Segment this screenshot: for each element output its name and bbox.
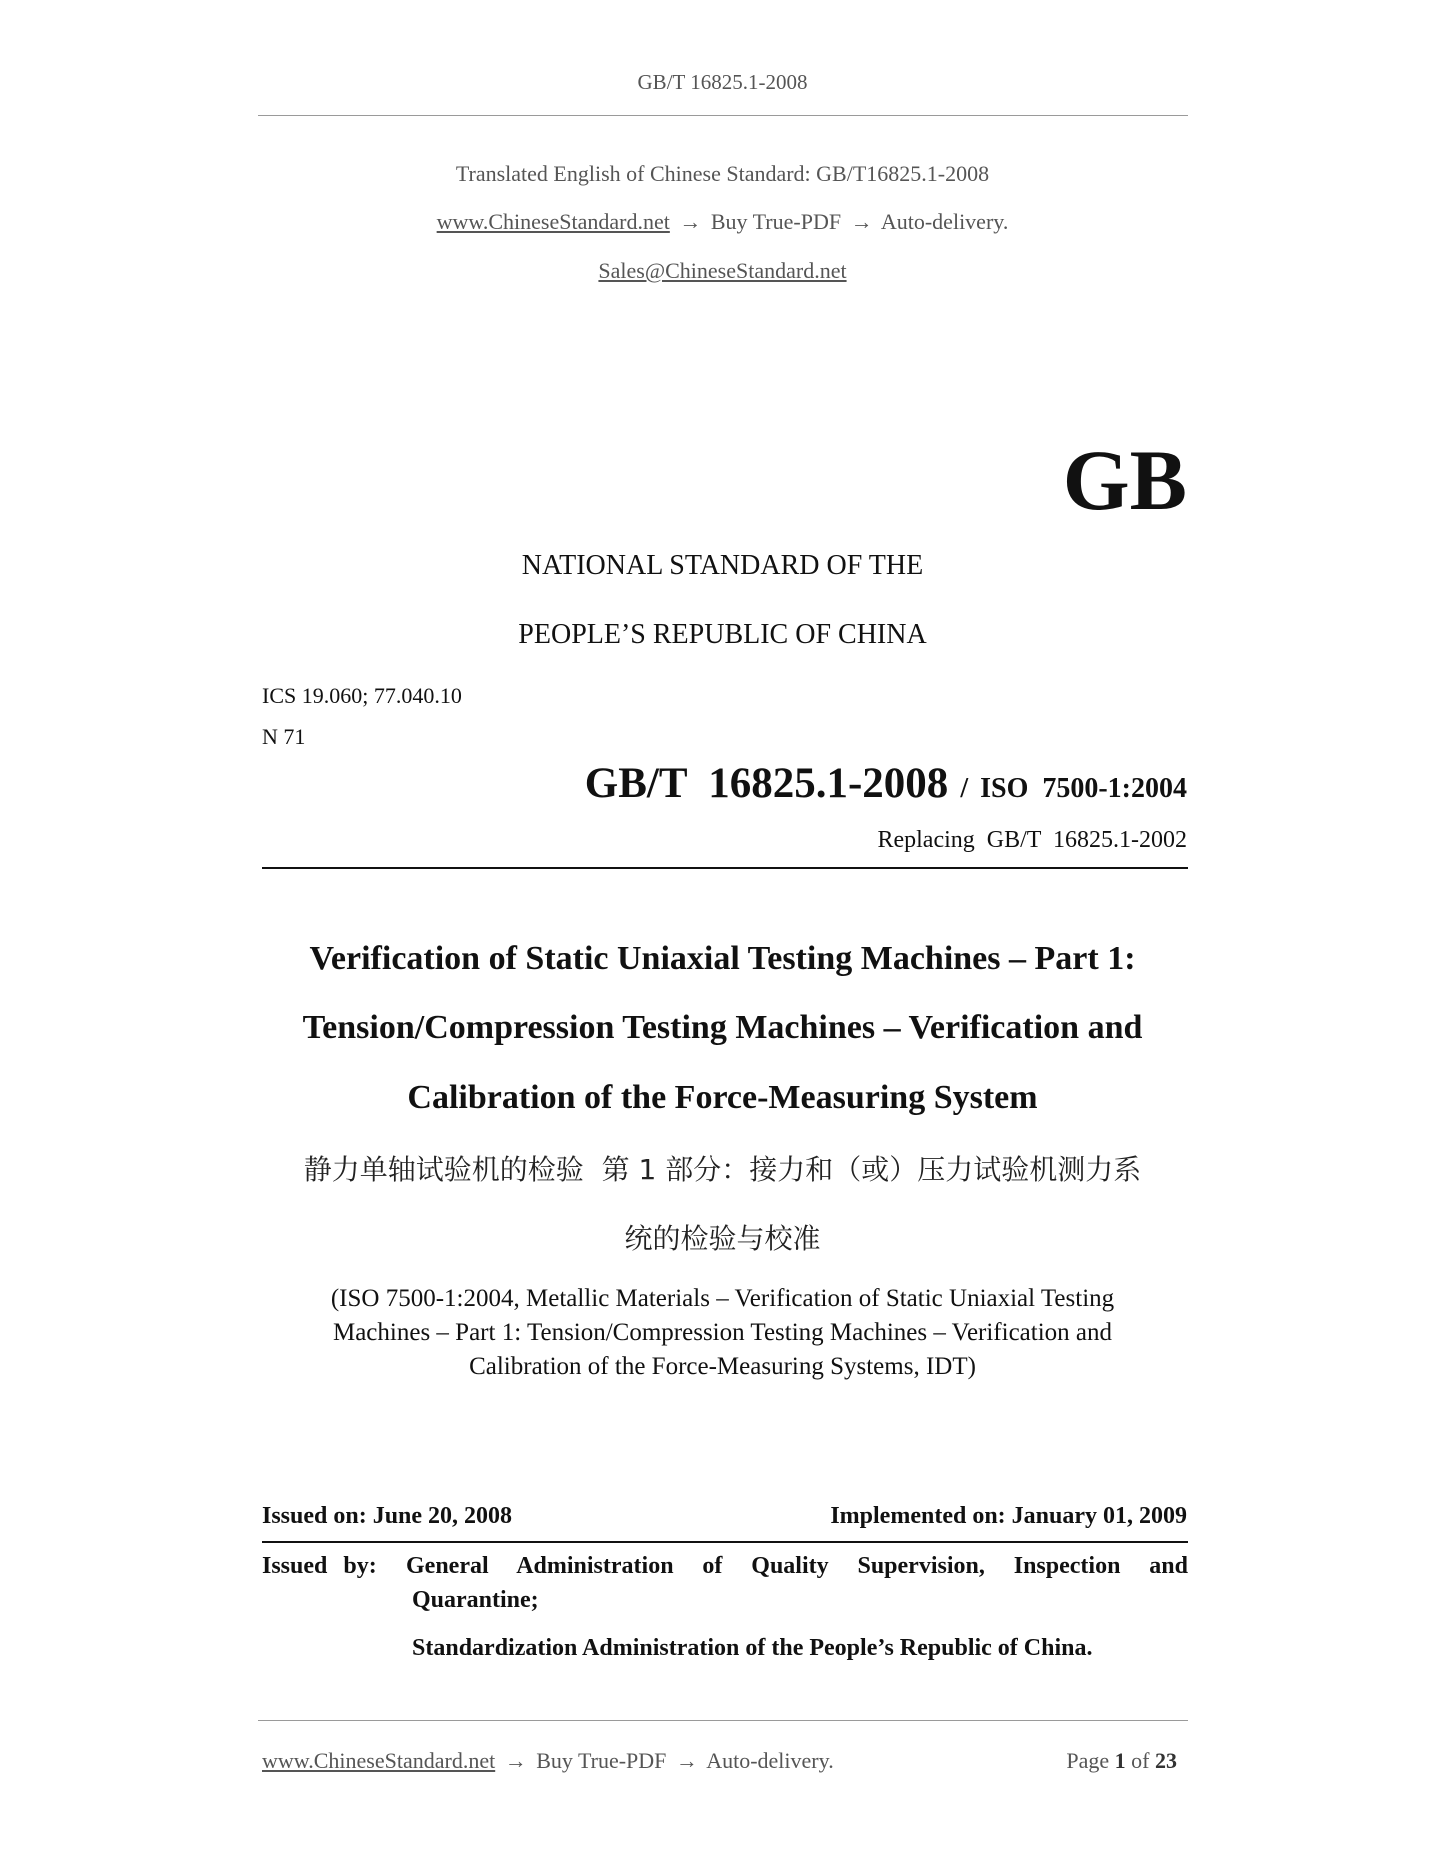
ics-code: ICS 19.060; 77.040.10	[262, 683, 462, 708]
issuer-line1: General Administration of Quality Supervision, Inspection and	[406, 1553, 1188, 1579]
iso-standard-number: ISO 7500-1:2004	[980, 773, 1187, 804]
issuer-line2: Quarantine;	[412, 1587, 539, 1613]
footer-site-link[interactable]: www.ChineseStandard.net	[262, 1748, 496, 1773]
running-header-title: GB/T 16825.1-2008	[637, 70, 808, 94]
issued-on-date: Issued on: June 20, 2008	[262, 1503, 513, 1529]
auto-delivery-text: Auto-delivery.	[880, 209, 1009, 234]
ccs-code: N 71	[262, 724, 306, 749]
gb-standard-number: GB/T 16825.1-2008	[584, 760, 949, 807]
sales-email-link[interactable]: Sales@ChineseStandard.net	[598, 258, 847, 283]
footer-divider	[258, 1720, 1188, 1721]
page-word: Page	[1066, 1748, 1110, 1773]
of-word: of	[1131, 1748, 1150, 1773]
english-title-line3: Calibration of the Force-Measuring System	[407, 1079, 1038, 1116]
chinese-title-line2: 统的检验与校准	[624, 1222, 821, 1255]
title-divider	[262, 867, 1188, 869]
adoption-note-line2: Machines – Part 1: Tension/Compression Testing Machines – Verification and	[332, 1319, 1113, 1346]
page-current: 1	[1114, 1748, 1126, 1773]
national-standard-line2: PEOPLE’S REPUBLIC OF CHINA	[518, 619, 927, 650]
arrow-right-icon: →	[504, 1748, 527, 1773]
promo-line	[0, 209, 1445, 235]
arrow-right-icon: →	[675, 1748, 698, 1773]
adoption-note-line1: (ISO 7500-1:2004, Metallic Materials – Verification of Static Uniaxial Testing	[330, 1285, 1115, 1312]
page-total: 23	[1155, 1748, 1177, 1773]
number-separator: /	[960, 773, 969, 804]
issued-by-label: Issued by:	[262, 1553, 377, 1579]
page-indicator	[1066, 1748, 1177, 1774]
arrow-right-icon: →	[679, 209, 702, 234]
standard-number	[585, 762, 1187, 805]
footer-buy-text: Buy True-PDF	[536, 1748, 667, 1773]
issuer-line3: Standardization Administration of the People’s Republic of China.	[412, 1635, 1093, 1661]
arrow-right-icon: →	[850, 209, 873, 234]
translated-note: Translated English of Chinese Standard: GB/T16825.1-2008	[455, 161, 990, 186]
english-title-line2: Tension/Compression Testing Machines – Verification and	[302, 1009, 1143, 1046]
footer-auto-delivery-text: Auto-delivery.	[706, 1748, 834, 1773]
buy-text: Buy True-PDF	[710, 209, 842, 234]
implemented-on-date: Implemented on: January 01, 2009	[830, 1503, 1187, 1529]
header-divider	[258, 115, 1188, 116]
national-standard-line1: NATIONAL STANDARD OF THE	[521, 550, 924, 581]
gb-mark: GB	[1062, 432, 1187, 528]
replacing-note: Replacing GB/T 16825.1-2002	[877, 827, 1187, 853]
site-link[interactable]: www.ChineseStandard.net	[436, 209, 670, 234]
sales-email-line	[0, 258, 1445, 284]
chinese-title-line1: 静力单轴试验机的检验 第 1 部分：接力和（或）压力试验机测力系	[303, 1153, 1142, 1186]
english-title-line1: Verification of Static Uniaxial Testing Machines – Part 1:	[309, 940, 1136, 977]
footer-promo	[262, 1748, 834, 1774]
adoption-note-line3: Calibration of the Force-Measuring Systems, IDT)	[469, 1353, 976, 1380]
dates-divider	[262, 1541, 1188, 1543]
